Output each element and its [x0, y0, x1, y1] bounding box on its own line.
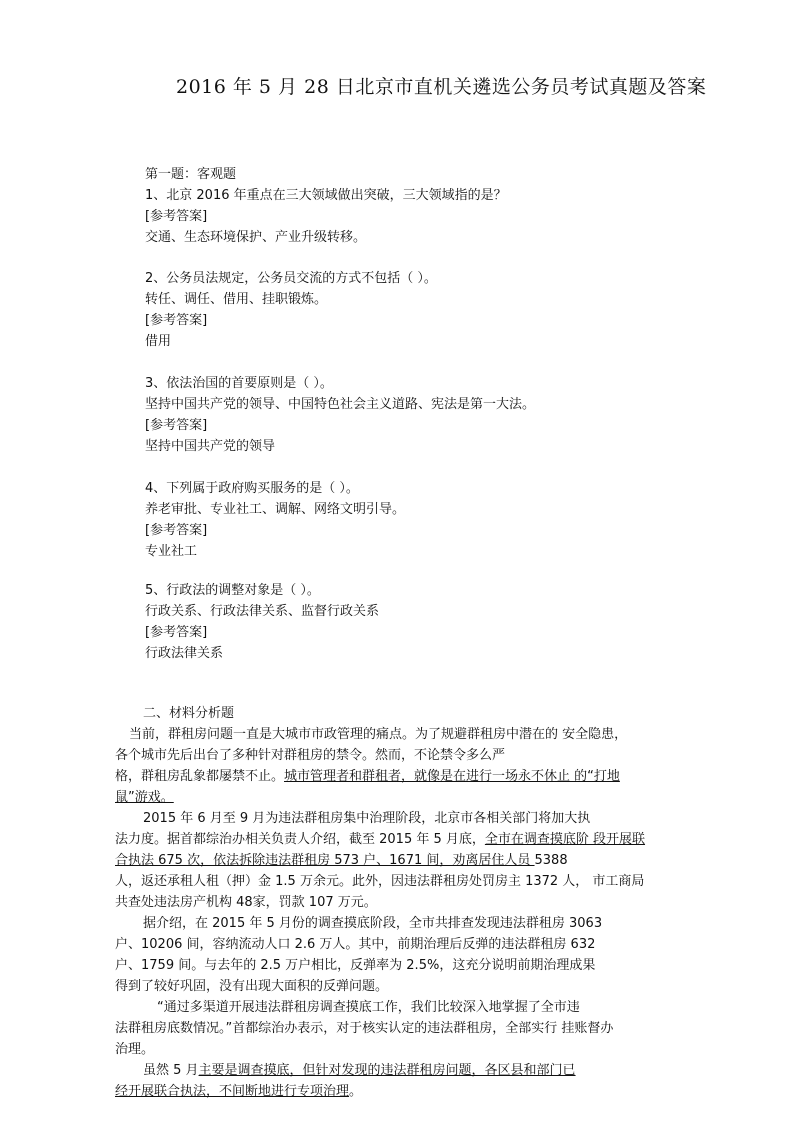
- question-text: 2、公务员法规定，公务员交流的方式不包括（ ）。: [145, 271, 437, 286]
- answer-tag: [参考答案]: [145, 523, 208, 538]
- paragraph-1-line-3: [115, 766, 695, 787]
- answer-tag: [参考答案]: [145, 313, 208, 328]
- question-options: 行政关系、行政法律关系、监督行政关系: [145, 604, 380, 619]
- question-text: 3、依法治国的首要原则是（ ）。: [145, 376, 333, 391]
- paragraph-1-line-4: [115, 787, 695, 808]
- paragraph-3-line-3: 户、1759 间。与去年的 2.5 万户相比，反弹率为 2.5%，这充分说明前期治理成果: [115, 958, 596, 973]
- underlined-text: 主要是调查摸底，但针对发现的违法群租房问题，各区县和部门已: [198, 1063, 576, 1078]
- paragraph-5-line-2: [115, 1081, 695, 1102]
- paragraph-1-line-1: 当前，群租房问题一直是大城市市政管理的痛点。为了规避群租房中潜在的 安全隐患，: [129, 727, 628, 742]
- paragraph-2-line-1: 2015 年 6 月至 9 月为违法群租房集中治理阶段，北京市各相关部门将加大执: [143, 811, 591, 826]
- underlined-text: 经开展联合执法，不间断地进行专项治理: [115, 1084, 350, 1099]
- answer-text: 行政法律关系: [145, 646, 224, 661]
- question-1: [145, 164, 705, 248]
- paragraph-3-line-2: 户、10206 间，容纳流动人口 2.6 万人。其中，前期治理后反弹的违法群租房 632: [115, 937, 596, 952]
- question-4: [145, 478, 705, 562]
- underlined-text: 鼠”游戏。: [115, 790, 174, 805]
- answer-tag: [参考答案]: [145, 209, 208, 224]
- question-options: 养老审批、专业社工、调解、网络文明引导。: [145, 502, 406, 517]
- text-span: 。: [349, 1084, 363, 1099]
- answer-text: 借用: [145, 334, 172, 349]
- paragraph-3-line-4: 得到了较好巩固，没有出现大面积的反弹问题。: [115, 979, 389, 994]
- paragraph-2-line-5: 共查处违法房产机构 48家，罚款 107 万元。: [115, 895, 377, 910]
- underlined-text: 城市管理者和群租者，就像是在进行一场永不休止 的“打地: [284, 769, 620, 784]
- page-title: 2016 年 5 月 28 日北京市直机关遴选公务员考试真题及答案: [176, 76, 707, 98]
- question-text: 4、下列属于政府购买服务的是（ ）。: [145, 481, 359, 496]
- paragraph-4-line-1: “通过多渠道开展违法群租房调查摸底工作，我们比较深入地掌握了全市违: [157, 1000, 580, 1015]
- paragraph-4-line-2: 法群租房底数情况。”首都综治办表示，对于核实认定的违法群租房，全部实行 挂账督办: [115, 1021, 614, 1036]
- material-analysis-section: [115, 703, 695, 1102]
- section-heading: 第一题：客观题: [145, 167, 237, 182]
- question-text: 5、行政法的调整对象是（ ）。: [145, 583, 320, 598]
- question-options: 坚持中国共产党的领导、中国特色社会主义道路、宪法是第一大法。: [145, 397, 536, 412]
- question-text: 1、北京 2016 年重点在三大领域做出突破，三大领域指的是？: [145, 188, 507, 203]
- answer-text: 坚持中国共产党的领导: [145, 439, 276, 454]
- question-options: 转任、调任、借用、挂职锻炼。: [145, 292, 328, 307]
- paragraph-1-line-2: 各个城市先后出台了多种针对群租房的禁令。然而，不论禁令多么严: [115, 748, 506, 763]
- paragraph-5-line-1: [115, 1060, 695, 1081]
- text-span: 法力度。据首都综治办相关负责人介绍，截至 2015 年 5 月底，: [115, 832, 485, 847]
- answer-text: 交通、生态环境保护、产业升级转移。: [145, 230, 367, 245]
- text-span: 格，群租房乱象都屡禁不止。: [115, 769, 285, 784]
- paragraph-2-line-3: [115, 850, 695, 871]
- paragraph-4-line-3: 治理。: [115, 1042, 155, 1057]
- answer-tag: [参考答案]: [145, 418, 208, 433]
- question-2: [145, 268, 705, 352]
- underlined-text: 合执法 675 次，依法拆除违法群租房 573 户、1671 间，劝离居住人员: [115, 853, 535, 868]
- question-5: [145, 580, 705, 664]
- underlined-text: 全市在调查摸底阶 段开展联: [484, 832, 646, 847]
- section-heading: 二、材料分析题: [143, 706, 235, 721]
- answer-text: 专业社工: [145, 544, 198, 559]
- question-3: [145, 373, 705, 457]
- paragraph-3-line-1: 据介绍，在 2015 年 5 月份的调查摸底阶段，全市共排查发现违法群租房 3063: [143, 916, 603, 931]
- paragraph-2-line-2: [115, 829, 695, 850]
- text-span: 虽然 5 月: [143, 1063, 199, 1078]
- answer-tag: [参考答案]: [145, 625, 208, 640]
- paragraph-2-line-4: 人，返还承租人租（押）金 1.5 万余元。此外，因违法群租房处罚房主 1372 人， 市工商局: [115, 874, 645, 889]
- text-span: 5388: [534, 853, 568, 868]
